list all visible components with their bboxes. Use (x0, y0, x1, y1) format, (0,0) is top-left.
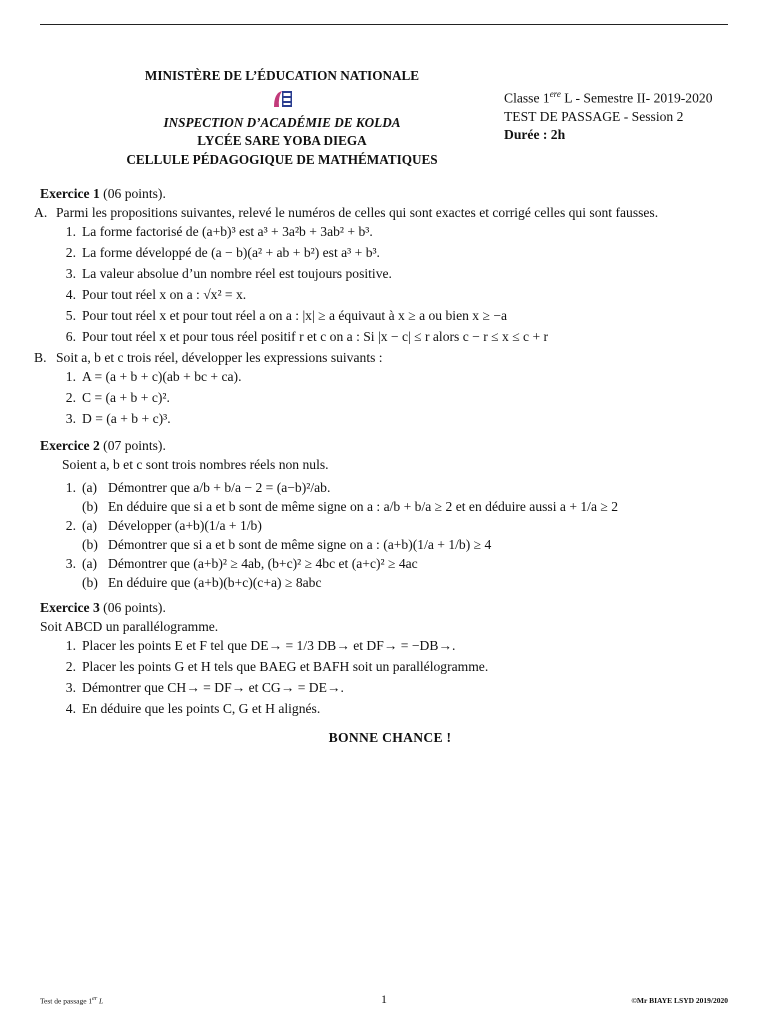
cell-name: CELLULE PÉDAGOGIQUE DE MATHÉMATIQUES (126, 151, 438, 167)
school-logo (270, 87, 294, 111)
exam-content (34, 186, 740, 747)
list-item: 3. Démontrer que CH→ = DF→ et CG→ = DE→. (65, 679, 344, 695)
list-item: (b) En déduire que (a+b)(b+c)(c+a) ≥ 8abc (82, 574, 322, 590)
test-line: TEST DE PASSAGE - Session 2 (504, 108, 684, 124)
inspection-title: INSPECTION D’ACADÉMIE DE KOLDA (163, 114, 401, 130)
closing-message: BONNE CHANCE ! (328, 729, 452, 745)
ministry-title: MINISTÈRE DE L’ÉDUCATION NATIONALE (144, 68, 420, 83)
list-item: 2. C = (a + b + c)². (65, 389, 170, 405)
exercise-1-title: Exercice 1 (06 points). (40, 186, 166, 201)
exercise-2-title: Exercice 2 (07 points). (40, 437, 166, 453)
list-item: 6. Pour tout réel x et pour tous réel positif r et c on a : Si |x − c| ≤ r alors c − r ≤ x ≤ c + r (65, 328, 549, 344)
list-item: 2. La forme développé de (a − b)(a² + ab + b²) est a³ + b³. (65, 244, 380, 260)
list-item: (b) Démontrer que si a et b sont de même signe on a : (a+b)(1/a + 1/b) ≥ 4 (82, 536, 492, 552)
list-item: 3. La valeur absolue d’un nombre réel est toujours positive. (65, 265, 392, 281)
exercise-3-intro: Soit ABCD un parallélogramme. (40, 618, 219, 634)
footer-right: ©Mr BIAYE LSYD 2019/2020 (631, 996, 728, 1005)
school-name: LYCÉE SARE YOBA DIEGA (197, 133, 367, 148)
list-item: 4. Pour tout réel x on a : √x² = x. (65, 286, 247, 302)
page-number: 1 (381, 992, 387, 1006)
exercise-3-title: Exercice 3 (06 points). (40, 599, 166, 615)
header-institution (96, 68, 468, 170)
exercise-1-part-b: B. Soit a, b et c trois réel, développer les expressions suivants : (34, 349, 383, 365)
list-item: 2. Placer les points G et H tels que BAEG et BAFH soit un parallélogramme. (65, 658, 489, 674)
list-item: 3. (a) Démontrer que (a+b)² ≥ 4ab, (b+c)² ≥ 4bc et (a+c)² ≥ 4ac (65, 555, 418, 571)
list-item: 2. (a) Développer (a+b)(1/a + 1/b) (65, 517, 262, 533)
exercise-1-part-a: A. Parmi les propositions suivantes, relevé le numéros de celles qui sont exactes et corrigé celles qui sont fausses. (34, 204, 659, 220)
list-item: 1. A = (a + b + c)(ab + bc + ca). (65, 368, 242, 384)
list-item: 5. Pour tout réel x et pour tout réel a on a : |x| ≥ a équivaut à x ≥ a ou bien x ≥ −a (65, 307, 508, 323)
header-exam-info (504, 88, 754, 145)
exercise-3 (40, 600, 740, 720)
list-item: 1. Placer les points E et F tel que DE→ = 1/3 DB→ et DF→ = −DB→. (65, 637, 456, 653)
list-item: 1. (a) Démontrer que a/b + b/a − 2 = (a−b)²/ab. (65, 479, 331, 495)
list-item: (b) En déduire que si a et b sont de même signe on a : a/b + b/a ≥ 2 et en déduire aussi a + 1/a ≥ 2 (82, 498, 619, 514)
list-item: 1. La forme factorisé de (a+b)³ est a³ + 3a²b + 3ab² + b³. (65, 223, 373, 239)
list-item: 4. En déduire que les points C, G et H alignés. (65, 700, 321, 716)
top-rule (40, 24, 728, 25)
duration: Durée : 2h (504, 127, 566, 143)
exercise-1 (34, 186, 740, 430)
footer-left: Test de passage 1er L (40, 996, 104, 1006)
exercise-2-intro: Soient a, b et c sont trois nombres réels non nuls. (62, 456, 329, 472)
list-item: 3. D = (a + b + c)³. (65, 410, 171, 426)
class-line: Classe 1ere L - Semestre II- 2019-2020 (504, 89, 713, 106)
exercise-2 (40, 438, 740, 592)
